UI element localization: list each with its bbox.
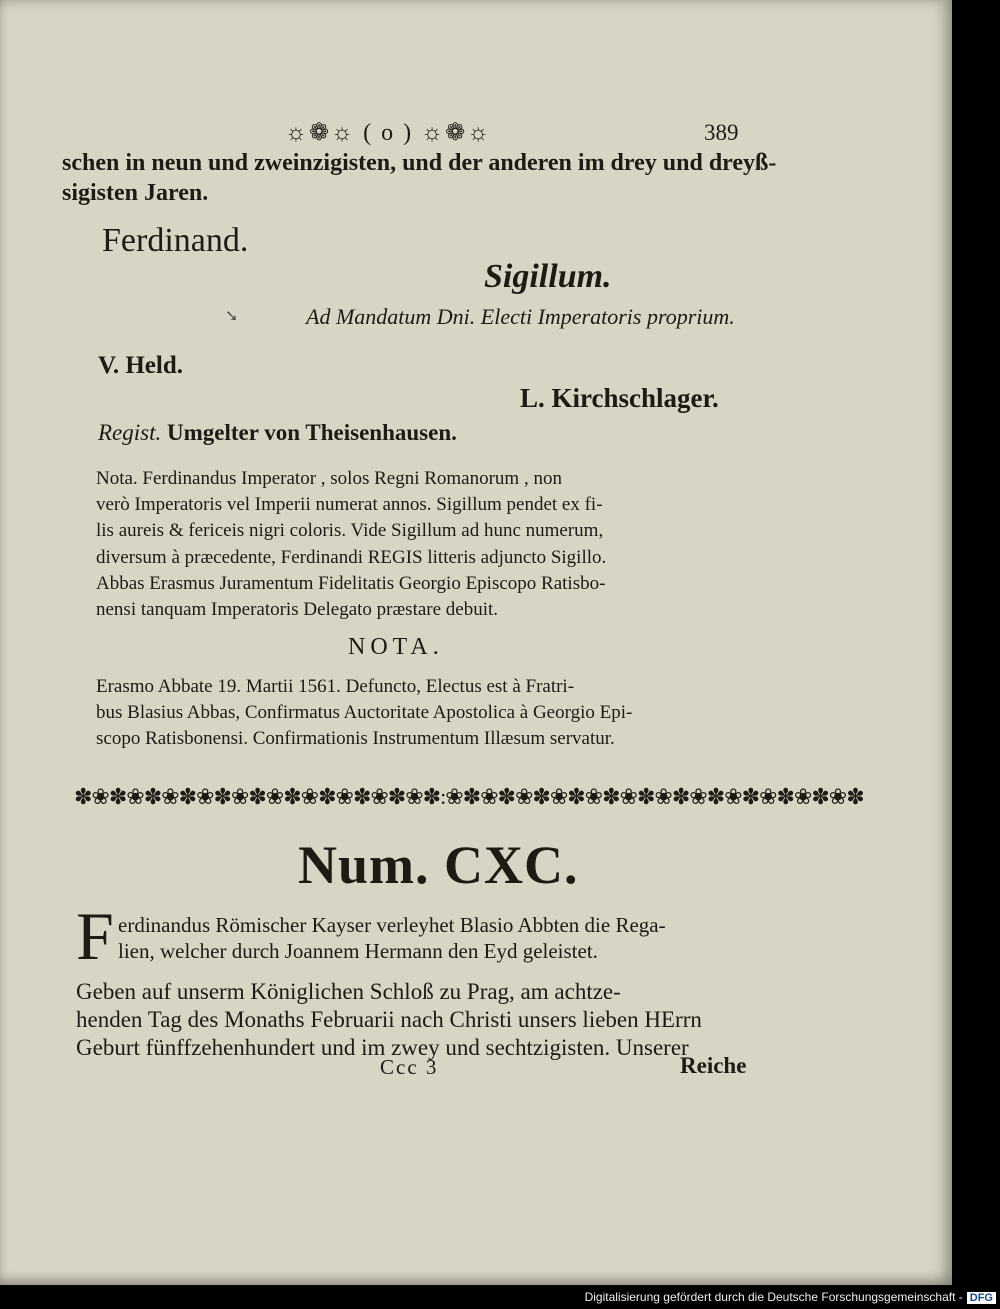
catchword: Reiche [680,1053,747,1078]
text-line-2: sigisten Jaren. [62,180,209,206]
dfg-logo: DFG [967,1292,996,1304]
signature-mark: Ccc 3 [380,1055,439,1079]
nota-paragraph-1 [96,466,748,623]
body-line: henden Tag des Monaths Februarii nach Christi unsers lieben HErrn [76,1007,702,1032]
drop-cap: F [76,898,114,974]
digitization-credit [585,1290,996,1304]
nota-line: verò Imperatoris vel Imperii numerat annos. Sigillum pendet ex fi- [96,494,603,516]
entry-line: erdinandus Römischer Kayser verleyhet Blasio Abbten die Rega- [118,913,666,937]
regist-name: Umgelter von Theisenhausen. [167,420,457,445]
nota-line: Nota. Ferdinandus Imperator , solos Regni Romanorum , non [96,468,562,489]
document-number-heading: Num. CXC. [298,835,579,895]
body-line: Geburt fünffzehenhundert und im zwey und sechtzigisten. Unserer [76,1035,689,1060]
entry-summary [118,912,666,964]
signature-held: V. Held. [98,352,183,379]
header-ornament: ☼❁☼ ( o ) ☼❁☼ [285,120,492,146]
nota-line: lis aureis & fericeis nigri coloris. Vide Sigillum ad hunc numerum, [96,520,604,542]
ornamental-rule: ✽❀✽❀✽❀✽❀✽❀✽❀✽❀✽❀✽❀✽❀✽:❀✽❀✽❀✽❀✽❀✽❀✽❀✽❀✽❀✽❀✽❀✽❀✽ [74,784,864,809]
nota-line: scopo Ratisbonensi. Confirmationis Instrumentum Illæsum servatur. [96,728,615,750]
body-line: Geben auf unserm Königlichen Schloß zu Prag, am achtze- [76,979,621,1004]
body-paragraph [76,978,756,1062]
signature-kirchschlager: L. Kirchschlager. [520,383,719,413]
mandatum-line: Ad Mandatum Dni. Electi Imperatoris proprium. [306,304,735,329]
regist-label: Regist. [98,420,162,445]
signature-ferdinand: Ferdinand. [102,222,249,259]
nota-paragraph-2 [96,674,748,753]
nota-heading: NOTA. [348,634,444,660]
sigillum-label: Sigillum. [484,258,612,295]
entry-line: lien, welcher durch Joannem Hermann den Eyd geleistet. [118,939,598,963]
regist-line [98,420,457,446]
nota-line: diversum à præcedente, Ferdinandi REGIS litteris adjuncto Sigillo. [96,546,607,568]
text-line-1: schen in neun und zweinzigisten, und der anderen im drey und dreyß- [62,150,777,176]
nota-line: nensi tanquam Imperatoris Delegato præstare debuit. [96,599,499,621]
nota-line: bus Blasius Abbas, Confirmatus Auctoritate Apostolica à Georgio Epi- [96,702,633,724]
credit-text: Digitalisierung gefördert durch die Deutsche Forschungsgemeinschaft - [584,1290,963,1304]
page-number: 389 [704,120,739,145]
nota-line: Erasmo Abbate 19. Martii 1561. Defuncto, Electus est à Fratri- [96,676,575,697]
ink-mark: ➘ [225,308,239,325]
nota-line: Abbas Erasmus Juramentum Fidelitatis Georgio Episcopo Ratisbo- [96,572,606,594]
